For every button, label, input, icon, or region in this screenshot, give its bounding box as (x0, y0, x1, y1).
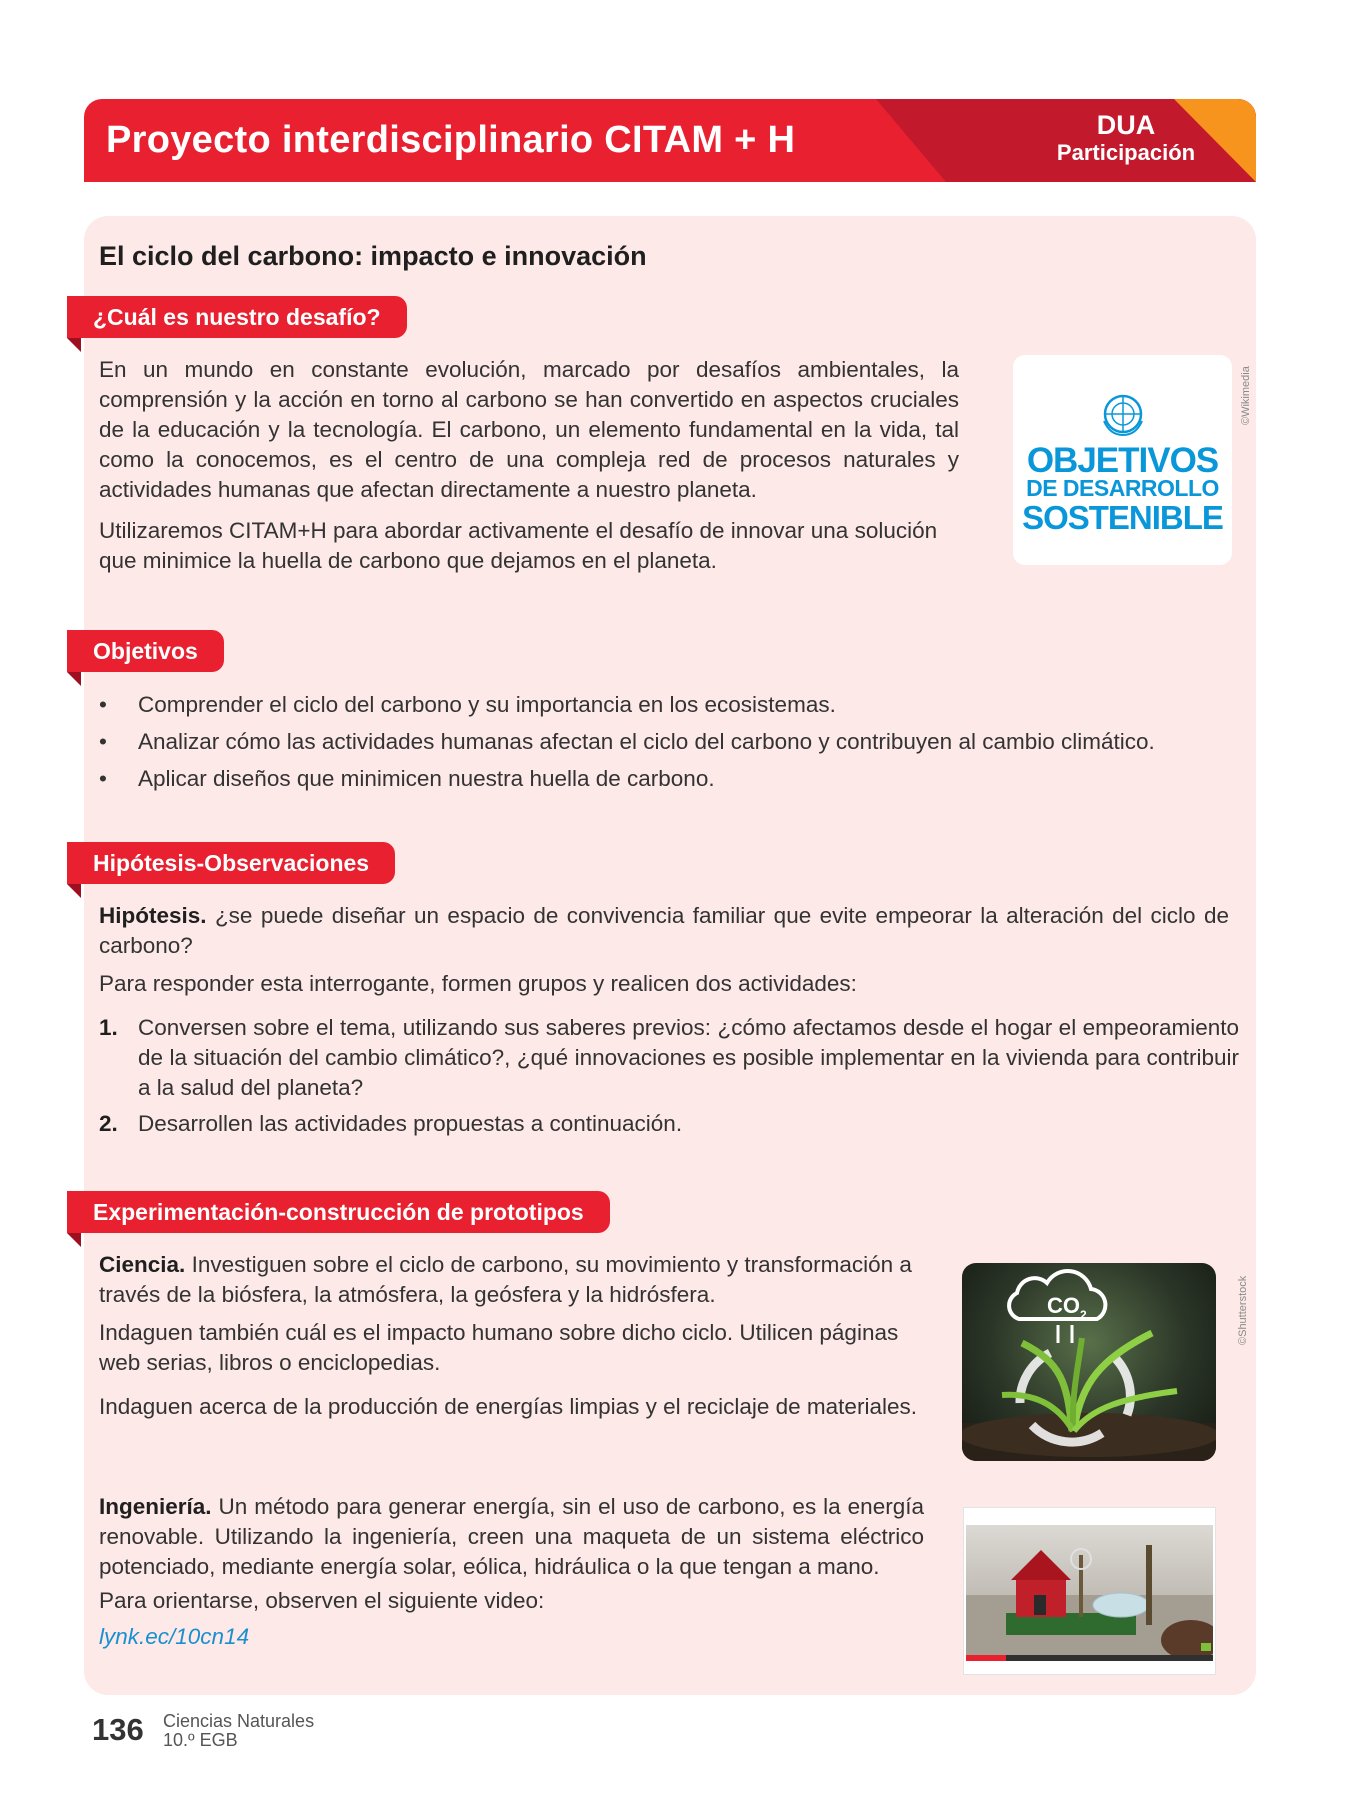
header-banner (84, 99, 1256, 182)
co2-plant-illustration (962, 1263, 1216, 1461)
footer-subject (163, 1712, 314, 1750)
section-heading-hypothesis: Hipótesis-Observaciones (67, 842, 395, 884)
un-globe-icon (1100, 391, 1146, 437)
science-paragraph-2: Indaguen también cuál es el impacto humano sobre dicho ciclo. Utilicen páginas web serias, libros o enciclopedias. (99, 1320, 899, 1375)
engineering-label: Ingeniería. (99, 1494, 212, 1519)
list-item: • Analizar cómo las actividades humanas afectan el ciclo del carbono y contribuyen al cambio climático. (99, 727, 1229, 764)
image-credit-wikimedia: ©Wikimedia (1240, 366, 1252, 425)
house-model-illustration (966, 1525, 1213, 1661)
sdg-logo-image (1013, 355, 1232, 565)
challenge-paragraph-2: Utilizaremos CITAM+H para abordar activamente el desafío de innovar una solución que minimice la huella de carbono que dejamos en el planeta. (99, 518, 938, 573)
sdg-logo-line3: SOSTENIBLE (1022, 499, 1223, 536)
video-intro: Para orientarse, observen el siguiente video: (99, 1588, 545, 1613)
sdg-logo-line1: OBJETIVOS (1026, 441, 1219, 480)
co2-plant-image (962, 1263, 1216, 1461)
section-heading-experiment: Experimentación-construcción de prototipos (67, 1191, 610, 1233)
co2-label: CO (1047, 1293, 1080, 1318)
hypothesis-paragraph (99, 901, 1229, 961)
activity-steps-list (99, 1013, 1239, 1145)
video-link[interactable]: lynk.ec/10cn14 (99, 1624, 250, 1649)
footer-subject-name: Ciencias Naturales (163, 1711, 315, 1731)
objectives-list (99, 690, 1229, 801)
sdg-logo-line2: DE DESARROLLO (1026, 475, 1219, 501)
video-frame (966, 1525, 1213, 1661)
dua-badge-subtitle: Participación (1056, 140, 1196, 165)
co2-subscript: 2 (1080, 1308, 1087, 1322)
step-number: 1. (99, 1015, 118, 1040)
video-thumbnail[interactable] (963, 1507, 1216, 1675)
banner-title: Proyecto interdisciplinario CITAM + H (106, 119, 796, 161)
section-heading-objectives: Objetivos (67, 630, 224, 672)
science-text: Investiguen sobre el ciclo de carbono, su movimiento y transformación a través de la biósfera, la atmósfera, la geósfera y la hidrósfera. (99, 1252, 912, 1307)
section-heading-challenge: ¿Cuál es nuestro desafío? (67, 296, 407, 338)
science-paragraph-3: Indaguen acerca de la producción de energías limpias y el reciclaje de materiales. (99, 1394, 917, 1419)
list-item (99, 1013, 1239, 1103)
document-title: El ciclo del carbono: impacto e innovación (99, 241, 647, 271)
engineering-paragraph (99, 1492, 924, 1582)
science-label: Ciencia. (99, 1252, 186, 1277)
dua-badge-title: DUA (1096, 110, 1156, 140)
science-paragraph (99, 1250, 924, 1310)
hypothesis-intro: Para responder esta interrogante, formen grupos y realicen dos actividades: (99, 971, 857, 996)
hypothesis-text: ¿se puede diseñar un espacio de convivencia familiar que evite empeorar la alteración del ciclo de carbono? (99, 903, 1229, 958)
list-item: • Comprender el ciclo del carbono y su importancia en los ecosistemas. (99, 690, 1229, 727)
engineering-text: Un método para generar energía, sin el uso de carbono, es la energía renovable. Utilizando la ingeniería, creen una maqueta de un sistema eléctrico potenciado, mediante energía solar, eólica, hidráulica o la que tengan a mano. (99, 1494, 924, 1579)
dua-badge (1006, 111, 1246, 167)
page-number: 136 (92, 1712, 144, 1747)
step-number: 2. (99, 1111, 118, 1136)
footer-grade: 10.º EGB (163, 1730, 238, 1750)
hypothesis-label: Hipótesis. (99, 903, 207, 928)
step-text: Desarrollen las actividades propuestas a continuación. (138, 1111, 683, 1136)
challenge-paragraph-1: En un mundo en constante evolución, marcado por desafíos ambientales, la comprensión y la acción en torno al carbono se han convertido en aspectos cruciales de la educación y la tecnología. El carbono, un elemento fundamental en la vida, tal como la conocemos, es el centro de una compleja red de procesos naturales y actividades humanas que afectan directamente a nuestro planeta. (99, 357, 959, 502)
list-item (99, 1109, 1239, 1139)
step-text: Conversen sobre el tema, utilizando sus saberes previos: ¿cómo afectamos desde el hogar el empeoramiento de la situación del cambio climático?, ¿qué innovaciones es posible implementar en la vivienda para contribuir a la salud del planeta? (138, 1015, 1239, 1100)
image-credit-shutterstock: ©Shutterstock (1237, 1275, 1249, 1345)
list-item: • Aplicar diseños que minimicen nuestra huella de carbono. (99, 764, 1229, 801)
